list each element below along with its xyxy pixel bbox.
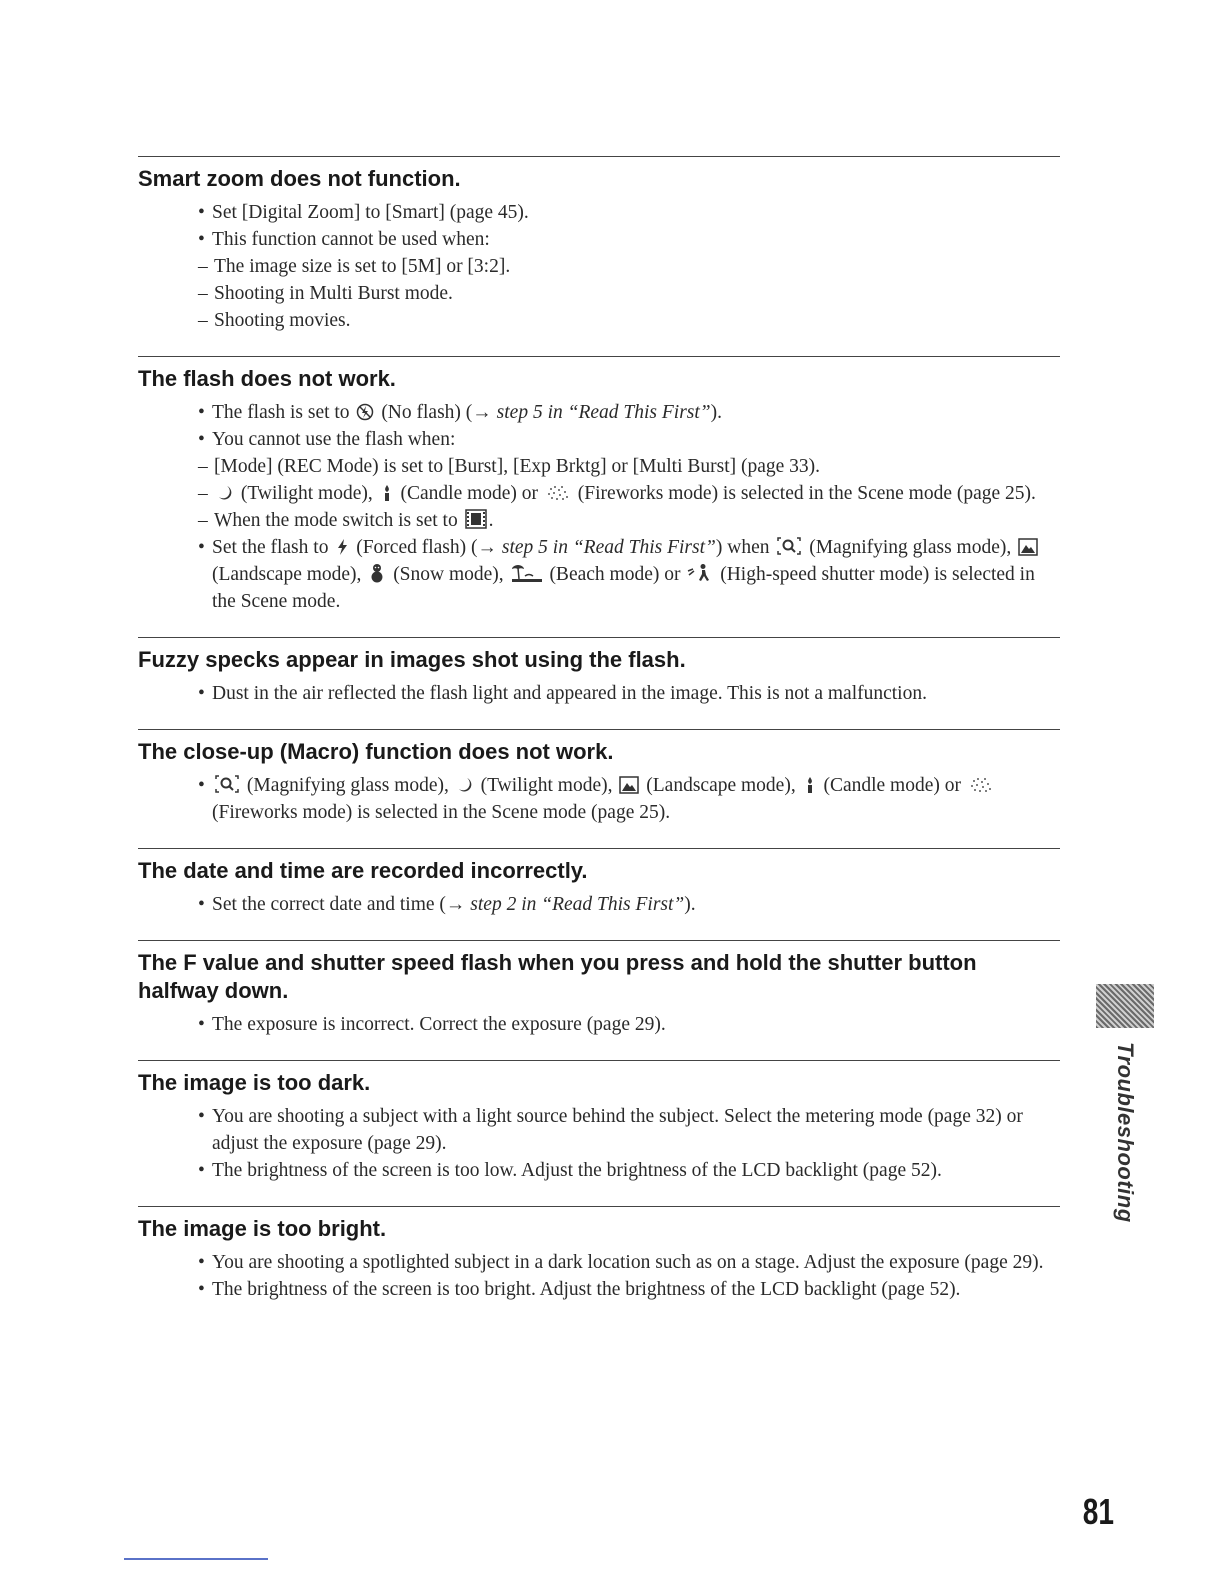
magnifying-glass-icon (776, 536, 802, 556)
text: . (488, 510, 494, 531)
item-list (138, 399, 1060, 615)
forced-flash-icon (335, 538, 349, 556)
snow-icon (368, 563, 386, 583)
text: (Forced flash) (→ (356, 537, 497, 558)
beach-icon (511, 563, 543, 583)
section-tab-marker (1096, 984, 1154, 1028)
text: ) when (715, 537, 770, 558)
list-item (198, 891, 1060, 918)
list-item: • Set [Digital Zoom] to [Smart] (page 45). (198, 199, 1060, 226)
item-list (138, 199, 1060, 334)
section-too-bright (138, 1206, 1060, 1303)
fireworks-icon (968, 776, 994, 794)
twilight-icon (456, 776, 474, 794)
text: Set the flash to (212, 537, 329, 558)
section-heading: Fuzzy specks appear in images shot using the flash. (138, 647, 686, 672)
section-heading: The F value and shutter speed flash when you press and hold the shutter button halfway down. (138, 950, 977, 1003)
section-too-dark (138, 1060, 1060, 1184)
section-date-time (138, 848, 1060, 918)
list-item: • This function cannot be used when: (198, 226, 1060, 253)
list-item: • You cannot use the flash when: (198, 426, 1060, 453)
reference-text: step 2 in “Read This First” (470, 894, 685, 915)
landscape-icon (619, 776, 639, 794)
no-flash-icon (356, 403, 374, 421)
section-heading: The image is too dark. (138, 1070, 371, 1095)
list-item: • Dust in the air reflected the flash light and appeared in the image. This is not a malfunction. (198, 680, 1060, 707)
text: ). (710, 402, 723, 423)
text: (Candle mode) or (400, 483, 539, 504)
list-item: • The exposure is incorrect. Correct the exposure (page 29). (198, 1011, 1060, 1038)
candle-icon (380, 484, 394, 502)
section-heading: Smart zoom does not function. (138, 166, 461, 191)
text: (Fireworks mode) is selected in the Scene mode (page 25). (212, 802, 671, 823)
text: (Beach mode) or (549, 564, 681, 585)
text: (Snow mode), (393, 564, 504, 585)
section-flash (138, 356, 1060, 615)
item-list (138, 891, 1060, 918)
list-item: – The image size is set to [5M] or [3:2]. (198, 253, 1060, 280)
list-item: • You are shooting a spotlighted subject in a dark location such as on a stage. Adjust the exposure (page 29). (198, 1249, 1060, 1276)
text: Set the correct date and time (→ (212, 894, 466, 915)
section-heading: The date and time are recorded incorrectly. (138, 858, 588, 883)
list-item: • The brightness of the screen is too bright. Adjust the brightness of the LCD backlight (page 52). (198, 1276, 1060, 1303)
reference-text: step 5 in “Read This First” (496, 402, 711, 423)
text: (Magnifying glass mode), (809, 537, 1012, 558)
section-macro (138, 729, 1060, 826)
landscape-icon (1018, 538, 1038, 556)
candle-icon (803, 776, 817, 794)
section-f-value-flash (138, 940, 1060, 1038)
section-heading: The image is too bright. (138, 1216, 387, 1241)
item-list (138, 1011, 1060, 1038)
list-item: – Shooting in Multi Burst mode. (198, 280, 1060, 307)
list-item (198, 772, 1060, 826)
text: (Twilight mode), (240, 483, 373, 504)
item-list (138, 1103, 1060, 1184)
text: (High-speed shutter mode) is selected in the Scene mode. (212, 564, 1035, 612)
list-item: – Shooting movies. (198, 307, 1060, 334)
item-list (138, 772, 1060, 826)
magnifying-glass-icon (214, 774, 240, 794)
reference-text: step 5 in “Read This First” (501, 537, 716, 558)
text: (Magnifying glass mode), (246, 775, 449, 796)
section-fuzzy-specks (138, 637, 1060, 707)
page-content (138, 156, 1060, 1325)
high-speed-shutter-icon (687, 563, 713, 583)
list-item: – [Mode] (REC Mode) is set to [Burst], [Exp Brktg] or [Multi Burst] (page 33). (198, 453, 1060, 480)
fireworks-icon (545, 484, 571, 502)
page-number: 81 (1082, 1491, 1114, 1532)
text: (Candle mode) or (823, 775, 961, 796)
list-item (198, 534, 1060, 615)
list-item: • The brightness of the screen is too low. Adjust the brightness of the LCD backlight (page 52). (198, 1157, 1060, 1184)
item-list (138, 1249, 1060, 1303)
text: (Landscape mode), (646, 775, 796, 796)
text: When the mode switch is set to (214, 510, 458, 531)
text: (No flash) (→ (381, 402, 492, 423)
text: ). (684, 894, 696, 915)
side-tab-text: Troubleshooting (1113, 1042, 1138, 1223)
item-list (138, 680, 1060, 707)
list-item (198, 507, 1060, 534)
section-heading: The close-up (Macro) function does not work. (138, 739, 614, 764)
text: The flash is set to (212, 402, 350, 423)
list-item (198, 399, 1060, 426)
section-smart-zoom (138, 156, 1060, 334)
text: (Twilight mode), (480, 775, 613, 796)
text: (Fireworks mode) is selected in the Scene mode (page 25). (577, 483, 1036, 504)
section-heading: The flash does not work. (138, 366, 396, 391)
side-tab-label (1110, 1042, 1140, 1223)
list-item: • You are shooting a subject with a light source behind the subject. Select the metering mode (page 32) or adjust the exposure (page 29). (198, 1103, 1060, 1157)
text: (Landscape mode), (212, 564, 362, 585)
footer-rule (124, 1558, 268, 1560)
list-item (198, 480, 1060, 507)
movie-mode-icon (465, 509, 487, 529)
twilight-icon (216, 484, 234, 502)
